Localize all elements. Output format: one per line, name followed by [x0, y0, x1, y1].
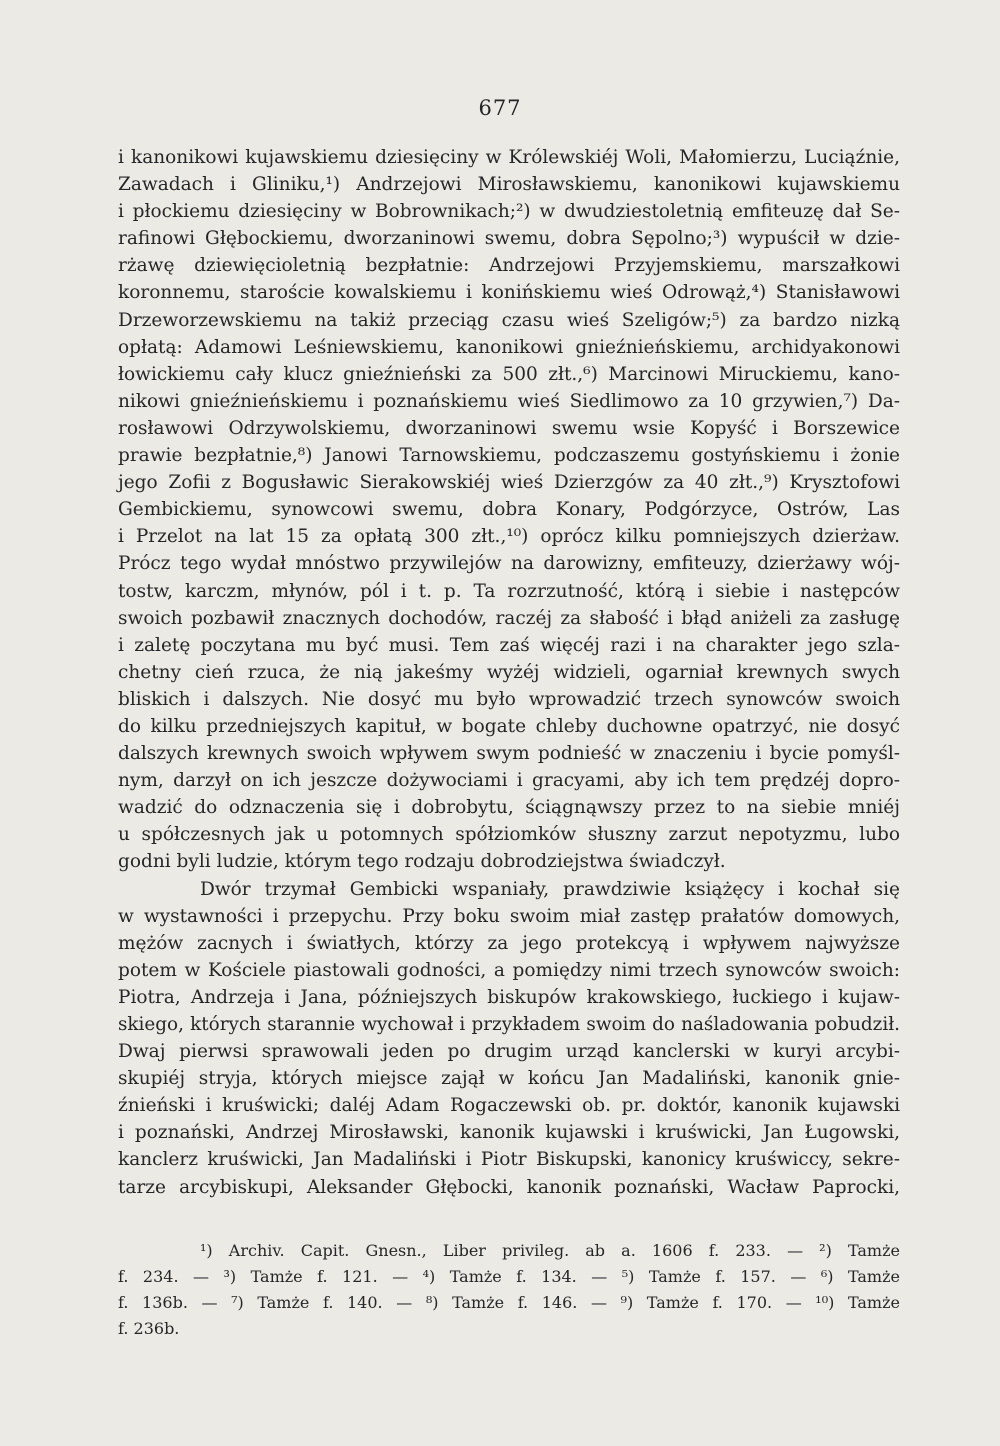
text-line: do kilku przedniejszych kapituł, w bogate chleby duchowne opatrzyć, nie dosyć [118, 715, 900, 737]
footnote-line: f. 136b. — ⁷) Tamże f. 140. — ⁸) Tamże f. 146. — ⁹) Tamże f. 170. — ¹⁰) Tamże [118, 1293, 900, 1312]
footnote-line: f. 234. — ³) Tamże f. 121. — ⁴) Tamże f. 134. — ⁵) Tamże f. 157. — ⁶) Tamże [118, 1267, 900, 1286]
text-line: Prócz tego wydał mnóstwo przywilejów na darowizny, emfiteuzy, dzierżawy wój- [118, 553, 900, 575]
text-line: tostw, karczm, młynów, pól i t. p. Ta rozrzutność, którą i siebie i następców [118, 580, 900, 602]
footnote-line: ¹) Archiv. Capit. Gnesn., Liber privileg. ab a. 1606 f. 233. — ²) Tamże [200, 1241, 900, 1260]
paragraph-first-line: Dwór trzymał Gembicki wspaniały, prawdziwie książęcy i kochał się [200, 878, 900, 900]
footnote-line: f. 236b. [118, 1319, 180, 1338]
text-line: prawie bezpłatnie,⁸) Janowi Tarnowskiemu, podczaszemu gostyńskiemu i żonie [118, 445, 900, 467]
text-line: i zaletę poczytana mu być musi. Tem zaś więcéj razi i na charakter jego szla- [118, 634, 900, 656]
text-line: Drzeworzewskiemu na takiż przeciąg czasu wieś Szeligów;⁵) za bardzo nizką [118, 309, 900, 331]
text-line: w wystawności i przepychu. Przy boku swoim miał zastęp prałatów domowych, [118, 905, 900, 927]
text-line: tarze arcybiskupi, Aleksander Głębocki, kanonik poznański, Wacław Paprocki, [118, 1176, 900, 1198]
text-line: i poznański, Andrzej Mirosławski, kanonik kujawski i kruświcki, Jan Ługowski, [118, 1122, 900, 1144]
text-line: jego Zofii z Bogusławic Sierakowskiéj wieś Dzierzgów za 40 złt.,⁹) Krysztofowi [118, 472, 900, 494]
text-line: u spółczesnych jak u potomnych spółziomków słuszny zarzut nepotyzmu, lubo [118, 824, 900, 846]
text-line: koronnemu, staroście kowalskiemu i konińskiemu wieś Odrowąż,⁴) Stanisławowi [118, 282, 900, 304]
text-line: i kanonikowi kujawskiemu dziesięciny w Królewskiéj Woli, Małomierzu, Luciąźnie, [118, 147, 900, 168]
text-line: rżawę dziewięcioletnią bezpłatnie: Andrzejowi Przyjemskiemu, marszałkowi [118, 255, 900, 277]
text-line: nikowi gnieźnieńskiemu i poznańskiemu wieś Siedlimowo za 10 grzywien,⁷) Da- [118, 390, 900, 412]
text-line: wadzić do odznaczenia się i dobrobytu, ściągnąwszy przez to na siebie mniéj [118, 797, 900, 819]
footnotes [118, 1238, 900, 1342]
page-number: 677 [478, 96, 522, 120]
text-line: Dwaj pierwsi sprawowali jeden po drugim urząd kanclerski w kuryi arcybi- [118, 1041, 900, 1063]
text-line: skupiéj stryja, których miejsce zajął w końcu Jan Madaliński, kanonik gnie- [118, 1068, 900, 1090]
text-line: rafinowi Głębockiemu, dworzaninowi swemu, dobra Sępolno;³) wypuścił w dzie- [118, 228, 900, 250]
text-line: godni byli ludzie, którym tego rodzaju dobrodziejstwa świadczył. [118, 851, 726, 873]
text-line: opłatą: Adamowi Leśniewskiemu, kanonikowi gnieźnieńskiemu, archidyakonowi [118, 336, 900, 358]
text-line: swoich pozbawił znacznych dochodów, raczéj za słabość i błąd aniżeli za zasługę [118, 607, 900, 629]
text-line: Zawadach i Gliniku,¹) Andrzejowi Mirosławskiemu, kanonikowi kujawskiemu [118, 174, 900, 196]
text-line: mężów zacnych i światłych, którzy za jego protekcyą i wpływem najwyższe [118, 932, 900, 954]
text-line: potem w Kościele piastowali godności, a pomiędzy nimi trzech synowców swoich: [118, 959, 900, 981]
text-line: źnieński i kruświcki; daléj Adam Rogaczewski ob. pr. doktór, kanonik kujawski [118, 1095, 900, 1117]
text-line: Piotra, Andrzeja i Jana, późniejszych biskupów krakowskiego, łuckiego i kujaw- [118, 986, 900, 1008]
text-line: dalszych krewnych swoich wpływem swym podnieść w znaczeniu i bycie pomyśl- [118, 743, 900, 765]
text-line: kanclerz kruświcki, Jan Madaliński i Piotr Biskupski, kanonicy kruświccy, sekre- [118, 1149, 900, 1171]
text-line: bliskich i dalszych. Nie dosyć mu było wprowadzić trzech synowców swoich [118, 688, 900, 710]
text-line: Gembickiemu, synowcowi swemu, dobra Konary, Podgórzyce, Ostrów, Las [118, 499, 900, 521]
text-line: i Przelot na lat 15 za opłatą 300 złt.,¹⁰) oprócz kilku pomniejszych dzierżaw. [118, 526, 900, 548]
text-line: skiego, których starannie wychował i przykładem swoim do naśladowania pobudził. [118, 1014, 900, 1035]
body-text [118, 144, 900, 1201]
text-line: i płockiemu dziesięciny w Bobrownikach;²) w dwudziestoletnią emfiteuzę dał Se- [118, 201, 900, 223]
text-line: rosławowi Odrzywolskiemu, dworzaninowi swemu wsie Kopyść i Borszewice [118, 417, 900, 439]
text-line: łowickiemu cały klucz gnieźnieński za 500 złt.,⁶) Marcinowi Miruckiemu, kano- [118, 363, 900, 385]
text-line: nym, darzył on ich jeszcze dożywociami i gracyami, aby ich tem prędzéj dopro- [118, 770, 900, 792]
text-line: chetny cień rzuca, że nią jakeśmy wyżéj widzieli, ogarniał krewnych swych [118, 661, 900, 683]
